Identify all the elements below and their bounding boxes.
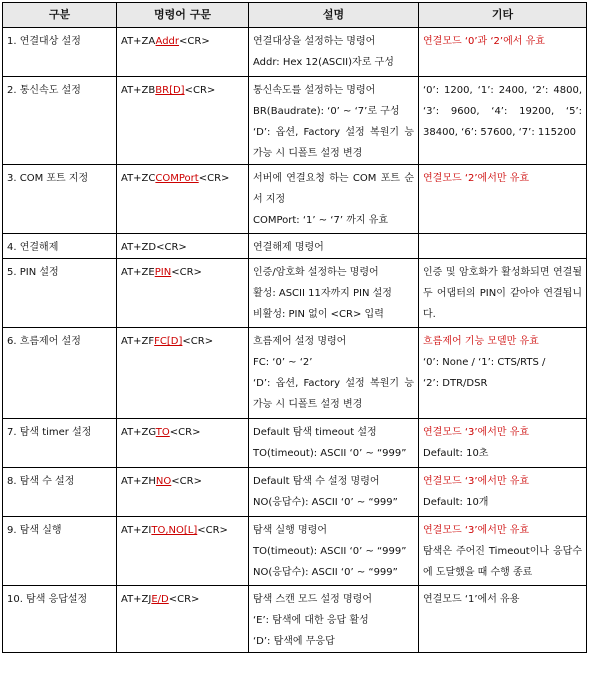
command-parameter: BR[D] (155, 85, 185, 96)
command-prefix: AT+ZF (121, 336, 155, 347)
command-parameter: TO (155, 427, 170, 438)
row-category-cell (3, 517, 117, 586)
row-command-cell (117, 77, 249, 165)
command-prefix: AT+ZA (121, 36, 156, 47)
description-line: Default 탐색 수 설정 명령어 (253, 476, 380, 487)
table-row (3, 586, 587, 653)
row-description-cell (249, 77, 419, 165)
description-line: ‘D’: 옵션, Factory 설정 복원기 능 가능 시 디폴트 설정 변경 (253, 378, 414, 410)
command-prefix: AT+ZI (121, 525, 152, 536)
command-terminator: <CR> (171, 267, 202, 278)
row-command-cell (117, 586, 249, 653)
command-parameter: PIN (154, 267, 172, 278)
table-row (3, 419, 587, 468)
description-line: ‘D’: 탐색에 무응답 (253, 636, 335, 647)
description-line: 통신속도를 설정하는 명령어 (253, 85, 376, 96)
etc-note: Default: 10개 (423, 497, 489, 508)
command-syntax (121, 471, 244, 492)
command-terminator: <CR> (198, 173, 230, 184)
row-command-cell (117, 419, 249, 468)
command-terminator: <CR> (182, 336, 214, 347)
description-line: 탐색 스캔 모드 설정 명령어 (253, 594, 372, 605)
table-row (3, 259, 587, 328)
command-prefix: AT+ZB (121, 85, 156, 96)
command-syntax (121, 331, 244, 352)
row-command-cell (117, 468, 249, 517)
description-line: 비활성: PIN 없이 <CR> 입력 (253, 309, 384, 320)
command-parameter: TO,NO[L] (151, 525, 198, 536)
row-command-cell (117, 517, 249, 586)
command-terminator: <CR> (169, 427, 201, 438)
description-line: BR(Baudrate): ‘0’ ~ ‘7’로 구성 (253, 106, 400, 117)
row-category-label: 8. 탐색 수 설정 (7, 476, 75, 487)
row-category-label: 10. 탐색 응답설정 (7, 594, 88, 605)
etc-note: ‘0’: None / ‘1’: CTS/RTS / (423, 357, 546, 368)
row-etc-cell (419, 77, 587, 165)
command-prefix: AT+ZJ (121, 594, 152, 605)
command-table-wrapper (2, 2, 587, 653)
row-etc-cell (419, 419, 587, 468)
row-category-cell (3, 328, 117, 419)
command-syntax (121, 168, 244, 189)
header-description: 설명 (249, 3, 419, 28)
row-command-cell (117, 328, 249, 419)
header-etc: 기타 (419, 3, 587, 28)
row-description-cell (249, 234, 419, 259)
row-category-cell (3, 165, 117, 234)
table-row (3, 517, 587, 586)
table-row (3, 234, 587, 259)
row-etc-cell (419, 517, 587, 586)
etc-note: 인증 및 암호화가 활성화되면 연결될 두 어댑터의 PIN이 같아야 연결됩니다. (423, 267, 582, 320)
description-line: ‘E’: 탐색에 대한 응답 활성 (253, 615, 369, 626)
table-row (3, 328, 587, 419)
row-category-label: 7. 탐색 timer 설정 (7, 427, 92, 438)
row-etc-cell (419, 468, 587, 517)
row-category-label: 5. PIN 설정 (7, 267, 59, 278)
description-line: FC: ‘0’ ~ ‘2’ (253, 357, 313, 368)
row-category-label: 3. COM 포트 지정 (7, 173, 89, 184)
table-row (3, 165, 587, 234)
etc-note: Default: 10초 (423, 448, 489, 459)
description-line: Addr: Hex 12(ASCII)자로 구성 (253, 57, 394, 68)
description-line: NO(응답수): ASCII ‘0’ ~ “999” (253, 497, 398, 508)
row-category-label: 9. 탐색 실행 (7, 525, 62, 536)
row-description-cell (249, 586, 419, 653)
description-line: TO(timeout): ASCII ‘0’ ~ “999” (253, 448, 407, 459)
command-parameter: Addr (155, 36, 180, 47)
command-parameter: E/D (151, 594, 169, 605)
description-line: 서버에 연결요청 하는 COM 포트 순서 지정 (253, 173, 414, 205)
command-terminator: <CR> (197, 525, 228, 536)
row-category-cell (3, 419, 117, 468)
table-row (3, 28, 587, 77)
command-syntax (121, 589, 244, 610)
row-etc-cell (419, 28, 587, 77)
description-line: 흐름제어 설정 명령어 (253, 336, 347, 347)
command-parameter: NO (155, 476, 172, 487)
command-parameter: FC[D] (154, 336, 183, 347)
row-category-cell (3, 28, 117, 77)
etc-note-highlight: 연결모드 ‘0’과 ‘2’에서 유효 (423, 36, 545, 47)
etc-note: ‘0’: 1200, ‘1’: 2400, ‘2’: 4800, ‘3’: 9600, ‘4’: 19200, ‘5’: 38400, ‘6’: 57600, ‘7’: 115200 (423, 85, 582, 138)
etc-note-highlight: 연결모드 ‘3’에서만 유효 (423, 427, 530, 438)
row-category-label: 1. 연결대상 설정 (7, 36, 81, 47)
row-etc-cell (419, 165, 587, 234)
row-category-label: 2. 통신속도 설정 (7, 85, 81, 96)
command-terminator: <CR> (168, 594, 200, 605)
description-line: TO(timeout): ASCII ‘0’ ~ “999” (253, 546, 407, 557)
row-description-cell (249, 517, 419, 586)
command-prefix: AT+ZE (121, 267, 155, 278)
at-command-table (2, 2, 587, 653)
command-prefix: AT+ZD (121, 242, 157, 253)
command-terminator: <CR> (156, 242, 187, 253)
etc-note-highlight: 연결모드 ‘3’에서만 유효 (423, 476, 530, 487)
description-line: 탐색 실행 명령어 (253, 525, 327, 536)
row-description-cell (249, 259, 419, 328)
table-header-row (3, 3, 587, 28)
etc-note: 탐색은 주어진 Timeout이나 응답수에 도달했을 때 수행 종료 (423, 546, 582, 578)
description-line: 활성: ASCII 11자까지 PIN 설정 (253, 288, 392, 299)
row-category-label: 6. 흐름제어 설정 (7, 336, 81, 347)
header-category: 구분 (3, 3, 117, 28)
description-line: 인증/암호화 설정하는 명령어 (253, 267, 379, 278)
command-terminator: <CR> (184, 85, 216, 96)
row-category-label: 4. 연결해제 (7, 242, 59, 253)
command-syntax (121, 80, 244, 101)
row-description-cell (249, 165, 419, 234)
command-syntax (121, 262, 244, 283)
row-command-cell (117, 28, 249, 77)
description-line: NO(응답수): ASCII ‘0’ ~ “999” (253, 567, 398, 578)
header-command-syntax: 명령어 구문 (117, 3, 249, 28)
etc-note: 연결모드 ‘1’에서 유용 (423, 594, 520, 605)
command-syntax (121, 422, 244, 443)
row-command-cell (117, 259, 249, 328)
command-prefix: AT+ZH (121, 476, 156, 487)
etc-note-highlight: 흐름제어 기능 모델만 유효 (423, 336, 539, 347)
table-row (3, 77, 587, 165)
row-category-cell (3, 468, 117, 517)
row-etc-cell (419, 586, 587, 653)
description-line: Default 탐색 timeout 설정 (253, 427, 377, 438)
row-description-cell (249, 328, 419, 419)
row-description-cell (249, 468, 419, 517)
description-line: 연결대상을 설정하는 명령어 (253, 36, 376, 47)
command-prefix: AT+ZG (121, 427, 156, 438)
row-category-cell (3, 259, 117, 328)
command-syntax (121, 237, 244, 258)
etc-note: ‘2’: DTR/DSR (423, 378, 488, 389)
row-etc-cell (419, 328, 587, 419)
row-category-cell (3, 586, 117, 653)
command-parameter: COMPort (155, 173, 199, 184)
row-etc-cell (419, 259, 587, 328)
row-command-cell (117, 165, 249, 234)
description-line: ‘D’: 옵션, Factory 설정 복원기 능 가능 시 디폴트 설정 변경 (253, 127, 414, 159)
command-terminator: <CR> (171, 476, 202, 487)
table-row (3, 468, 587, 517)
table-body (3, 28, 587, 653)
command-prefix: AT+ZC (121, 173, 156, 184)
row-etc-cell (419, 234, 587, 259)
row-description-cell (249, 28, 419, 77)
row-description-cell (249, 419, 419, 468)
command-terminator: <CR> (179, 36, 210, 47)
row-category-cell (3, 234, 117, 259)
row-command-cell (117, 234, 249, 259)
description-line: COMPort: ‘1’ ~ ‘7’ 까지 유효 (253, 215, 389, 226)
description-line: 연결해제 명령어 (253, 242, 324, 253)
row-category-cell (3, 77, 117, 165)
etc-note-highlight: 연결모드 ‘2’에서만 유효 (423, 173, 530, 184)
command-syntax (121, 520, 244, 541)
command-syntax (121, 31, 244, 52)
etc-note-highlight: 연결모드 ‘3’에서만 유효 (423, 525, 530, 536)
